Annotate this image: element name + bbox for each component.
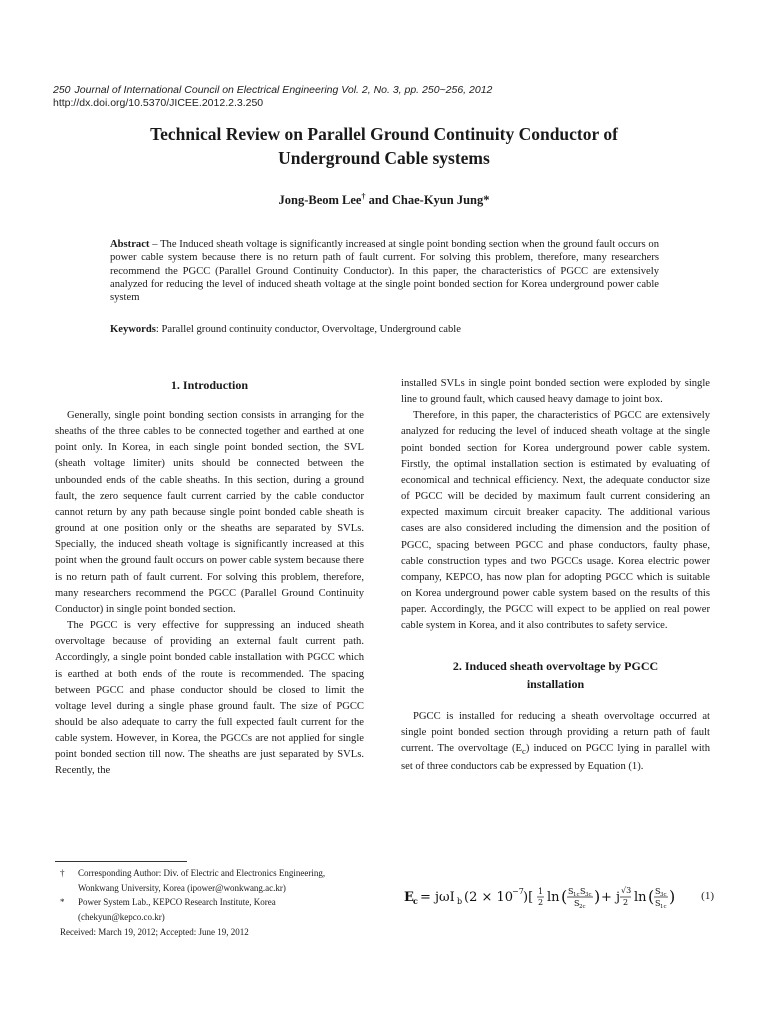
svg-text:+ j: + j (601, 890, 621, 905)
svg-text:1c: 1c (573, 892, 580, 898)
svg-text:1c: 1c (660, 904, 667, 910)
svg-text:S: S (574, 899, 580, 908)
svg-text:)[: )[ (523, 890, 534, 905)
footnote-2-line-2: (chekyun@kepco.co.kr) (78, 911, 165, 922)
abstract (110, 238, 659, 304)
svg-text:3c: 3c (660, 892, 667, 898)
page-number: 250 (53, 84, 71, 96)
svg-text:S: S (655, 899, 661, 908)
svg-text:−7: −7 (512, 887, 524, 896)
svg-text:S: S (568, 887, 574, 896)
svg-text:b: b (457, 897, 463, 906)
paper-title-line-1: Technical Review on Parallel Ground Continuity Conductor of (150, 124, 618, 144)
keywords-label: Keywords (110, 324, 156, 335)
svg-text:ln: ln (547, 890, 560, 905)
svg-text:(2 × 10: (2 × 10 (464, 890, 514, 905)
intro-paragraph-2-continued: installed SVLs in single point bonded section were exploded by single line to ground fault, which caused heavy damage to joint box. (401, 378, 710, 406)
received-dates: Received: March 19, 2012; Accepted: June 19, 2012 (60, 927, 249, 937)
svg-text:S: S (655, 887, 661, 896)
equation-1-formula (404, 882, 694, 912)
svg-text:2: 2 (623, 898, 629, 907)
author-list (60, 192, 708, 208)
keywords (110, 323, 659, 336)
subscript-c: c (522, 745, 526, 756)
author-joiner: and (365, 193, 392, 208)
section-2-paragraph-1: PGCC is installed for reducing a sheath overvoltage occurred at single point bonded section through providing a return path of fault current. The overvoltage $(E_c)$ induced on PGCC lying in parallel with set of three conductors cab be expressed by Equation (1). (401, 710, 711, 773)
svg-text:(: ( (561, 887, 568, 906)
footnote-2-line-1: * Power System Lab., KEPCO Research Institute, Korea (60, 895, 380, 910)
footnote-divider (55, 861, 187, 862)
paper-title-line-2: Underground Cable systems (278, 148, 490, 168)
footnotes (60, 866, 380, 940)
svg-text:(: ( (648, 887, 655, 906)
author-1: Jong-Beom Lee (278, 193, 362, 208)
right-column (401, 376, 710, 775)
svg-text:E: E (404, 890, 414, 905)
section-2-heading (401, 657, 710, 693)
svg-text:): ) (669, 887, 676, 906)
section-1-heading: 1. Introduction (170, 378, 249, 392)
equation-number: (1) (701, 890, 714, 902)
intro-paragraph-1: Generally, single point bonding section consists in arranging for the sheaths of the three cables to be connected together and earthed at one point only. In Korea, in each single point bonded section, the SVL (sheath voltage limiter) units should be connected between the unbounded ends of the cable sheaths. In this section, during a ground fault, the zero sequence fault current carried by the cable conductor cannot return by any path because single point bonded cable sheath is ground at one position only or the sheaths are separated by SVLs. Specially, the induced sheath voltage is significantly increased at this point when the ground fault occurs on power cable system because there is no return path of fault current. For solving this problem, therefore, many researchers recommend the PGCC (Parallel Ground Continuity Conductor) in single point bonded section. (55, 410, 364, 615)
intro-paragraph-2: The PGCC is very effective for suppressing an induced sheath overvoltage because of providing an external fault current path. Accordingly, a single point bonded cable installation with PGCC which is earthed at both ends of the route is recommended. The spacing between PGCC and phase conductor should be closed to limit the voltage level during a single phase ground fault. The size of PGCC should be also adequate to carry the full expected fault current for the cable system. However, in Korea, the PGCCs are not applied for single point bonded section till now. The sheaths are just separated by SVLs. Recently, the (55, 620, 364, 777)
svg-text:2c: 2c (579, 904, 586, 910)
abstract-text: – The Induced sheath voltage is significantly increased at single point bonding section when the ground fault occurs on power cable system because there is no return path of fault current. For solving this problem, therefore, many researchers recommend the PGCC (Parallel Ground Continuity Conductor). In this paper, the characteristics of PGCC are extensively analyzed for reducing the level of induced sheath voltage at the single point bonded section for Korea underground power cable system (110, 239, 659, 304)
journal-header (53, 84, 492, 110)
section-2-heading-line-2: installation (526, 676, 585, 691)
svg-text:): ) (594, 887, 601, 906)
svg-text:ln: ln (634, 890, 647, 905)
svg-text:2: 2 (538, 898, 544, 907)
svg-text:c: c (413, 896, 418, 906)
keywords-text: : Parallel ground continuity conductor, Overvoltage, Underground cable (155, 324, 461, 335)
footnote-1-mark: † (60, 868, 65, 878)
footnote-2-mark: * (60, 897, 65, 907)
journal-citation-line (53, 84, 492, 97)
corresponding-author-mark: † (361, 192, 366, 201)
svg-text:1: 1 (538, 887, 544, 896)
intro-paragraph-3: Therefore, in this paper, the characteristics of PGCC are extensively analyzed for reducing the level of induced sheath voltage at the single point bonded section for Korea underground power cable system. Firstly, the optimal installation section is estimated by evaluating of economical and technical efficiency. Next, the adequate conductor size of PGCC will be decided by maximum fault current considering an expected maximum circuit breaker capacity. The additional various cases are also considered including the dimension and the position of PGCC, spacing between PGCC and phase conductors, faulty phase, cable construction types and two PGCCs usage. Korea electric power company, KEPCO, has now plan for adopting PGCC which is suitable on Korea underground power cable system based on the results of this paper. Accordingly, the PGCC will expect to be applied on real power cable system in Korea, and it also contributes to safety service. (401, 410, 710, 632)
section-2-heading-line-1: 2. Induced sheath overvoltage by PGCC (452, 658, 659, 673)
footnote-1-line-1: † Corresponding Author: Div. of Electric and Electronics Engineering, (60, 866, 380, 881)
equation-1 (404, 882, 714, 912)
svg-text:= jωI: = jωI (420, 890, 455, 905)
left-column (55, 374, 364, 780)
author-2: Chae-Kyun Jung* (391, 193, 490, 208)
footnote-1-line-2: Wonkwang University, Korea (ipower@wonkwang.ac.kr) (78, 882, 286, 893)
abstract-label: Abstract (110, 239, 150, 250)
svg-text:3c: 3c (585, 892, 592, 898)
journal-name: Journal of International Council on Electrical Engineering Vol. 2, No. 3, pp. 250~256, 2012 (74, 84, 493, 96)
svg-text:S: S (580, 887, 586, 896)
svg-text:√3: √3 (621, 886, 632, 895)
doi-link[interactable]: http://dx.doi.org/10.5370/JICEE.2012.2.3.250 (53, 97, 264, 109)
paper-title (60, 122, 708, 170)
